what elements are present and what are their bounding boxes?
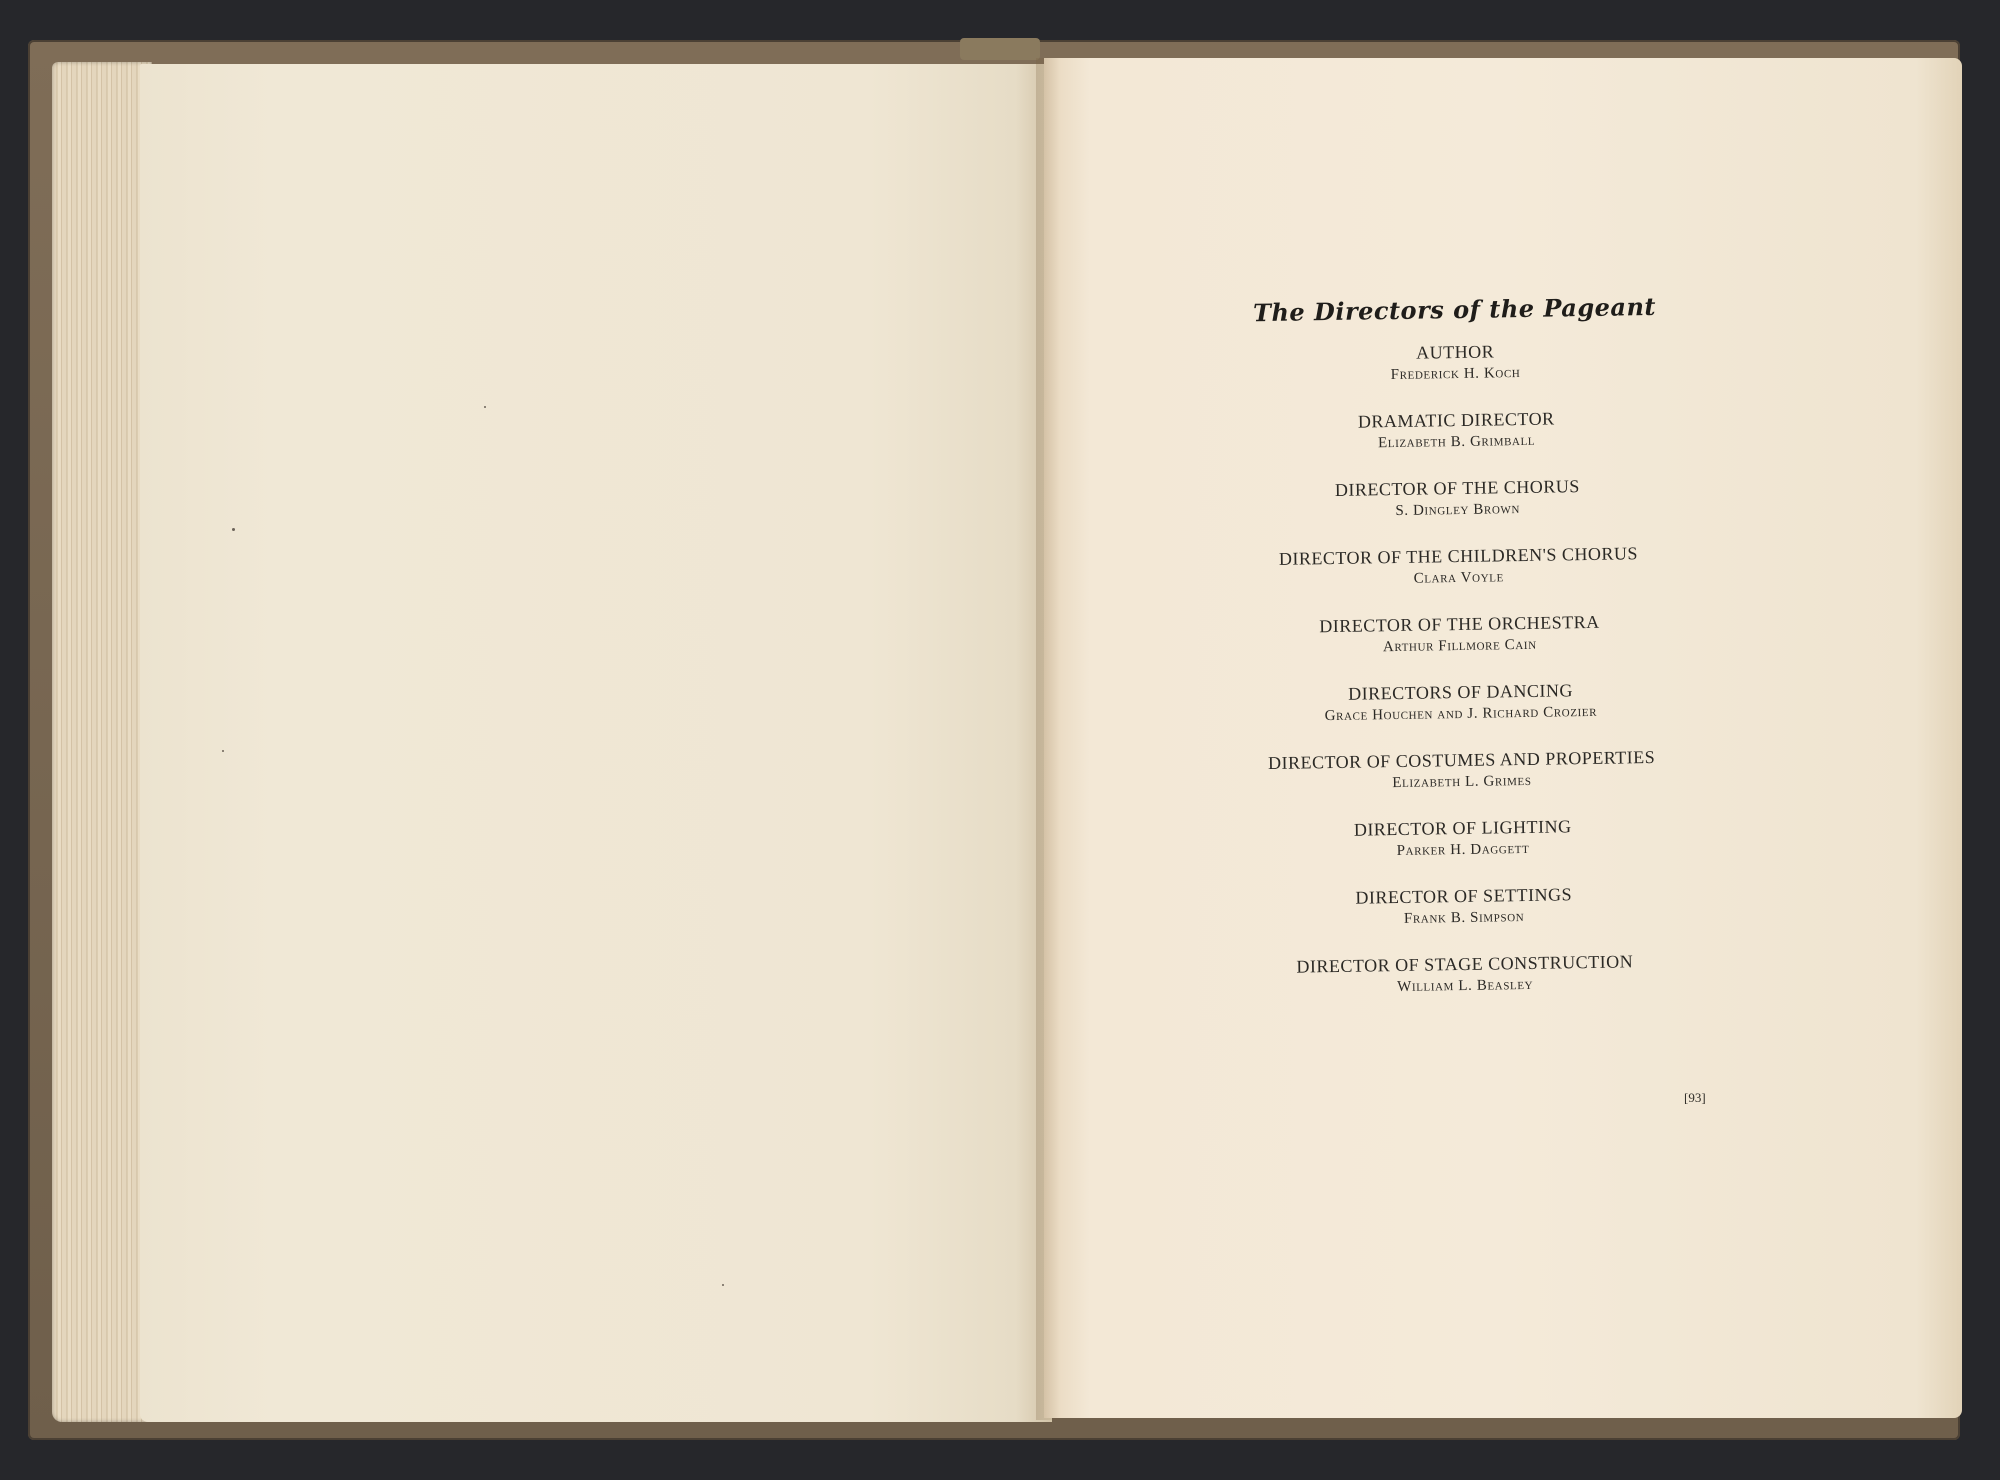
director-role: DIRECTOR OF STAGE CONSTRUCTION xyxy=(1296,951,1634,977)
director-role: AUTHOR xyxy=(1416,341,1495,363)
director-role: DIRECTOR OF COSTUMES AND PROPERTIES xyxy=(1267,746,1656,774)
director-name: Clara Voyle xyxy=(1413,569,1504,587)
director-entry xyxy=(1239,609,1680,660)
director-role: DRAMATIC DIRECTOR xyxy=(1357,408,1555,432)
paper-fleck xyxy=(232,528,235,531)
director-name: Arthur Fillmore Cain xyxy=(1382,636,1537,656)
director-name: S. Dingley Brown xyxy=(1395,501,1521,519)
director-name: Parker H. Daggett xyxy=(1396,840,1530,860)
director-name: Frederick H. Koch xyxy=(1390,365,1521,384)
director-entry xyxy=(1238,541,1679,592)
director-entry xyxy=(1243,813,1684,864)
director-entry xyxy=(1237,473,1678,524)
paper-fleck xyxy=(222,750,224,752)
director-role: DIRECTOR OF THE CHORUS xyxy=(1334,476,1580,500)
director-entry xyxy=(1244,881,1685,932)
director-name: Grace Houchen and J. Richard Crozier xyxy=(1324,703,1598,725)
director-entry xyxy=(1240,677,1681,728)
directors-list xyxy=(1234,292,1685,1024)
director-entry xyxy=(1245,949,1686,1000)
left-page-blank xyxy=(140,64,1052,1422)
director-name: Elizabeth L. Grimes xyxy=(1392,772,1532,792)
page-heading: The Directors of the Pageant xyxy=(1252,291,1657,328)
director-role: DIRECTOR OF THE CHILDREN'S CHORUS xyxy=(1278,543,1639,569)
spine-top xyxy=(960,38,1040,60)
page-number: [93] xyxy=(1684,1090,1706,1105)
director-entry xyxy=(1235,337,1676,388)
director-name: Frank B. Simpson xyxy=(1403,909,1525,927)
paper-fleck xyxy=(484,406,486,408)
paper-fleck xyxy=(722,1284,724,1286)
director-entry xyxy=(1236,405,1677,456)
director-role: DIRECTOR OF LIGHTING xyxy=(1353,816,1572,840)
director-name: William L. Beasley xyxy=(1397,976,1534,996)
director-entry xyxy=(1241,745,1682,796)
gutter-shadow xyxy=(1036,58,1060,1420)
director-name: Elizabeth B. Grimball xyxy=(1377,432,1536,452)
director-role: DIRECTOR OF THE ORCHESTRA xyxy=(1319,611,1600,637)
director-role: DIRECTOR OF SETTINGS xyxy=(1355,884,1573,908)
page-block-edges xyxy=(52,62,152,1422)
director-role: DIRECTORS OF DANCING xyxy=(1348,680,1574,704)
